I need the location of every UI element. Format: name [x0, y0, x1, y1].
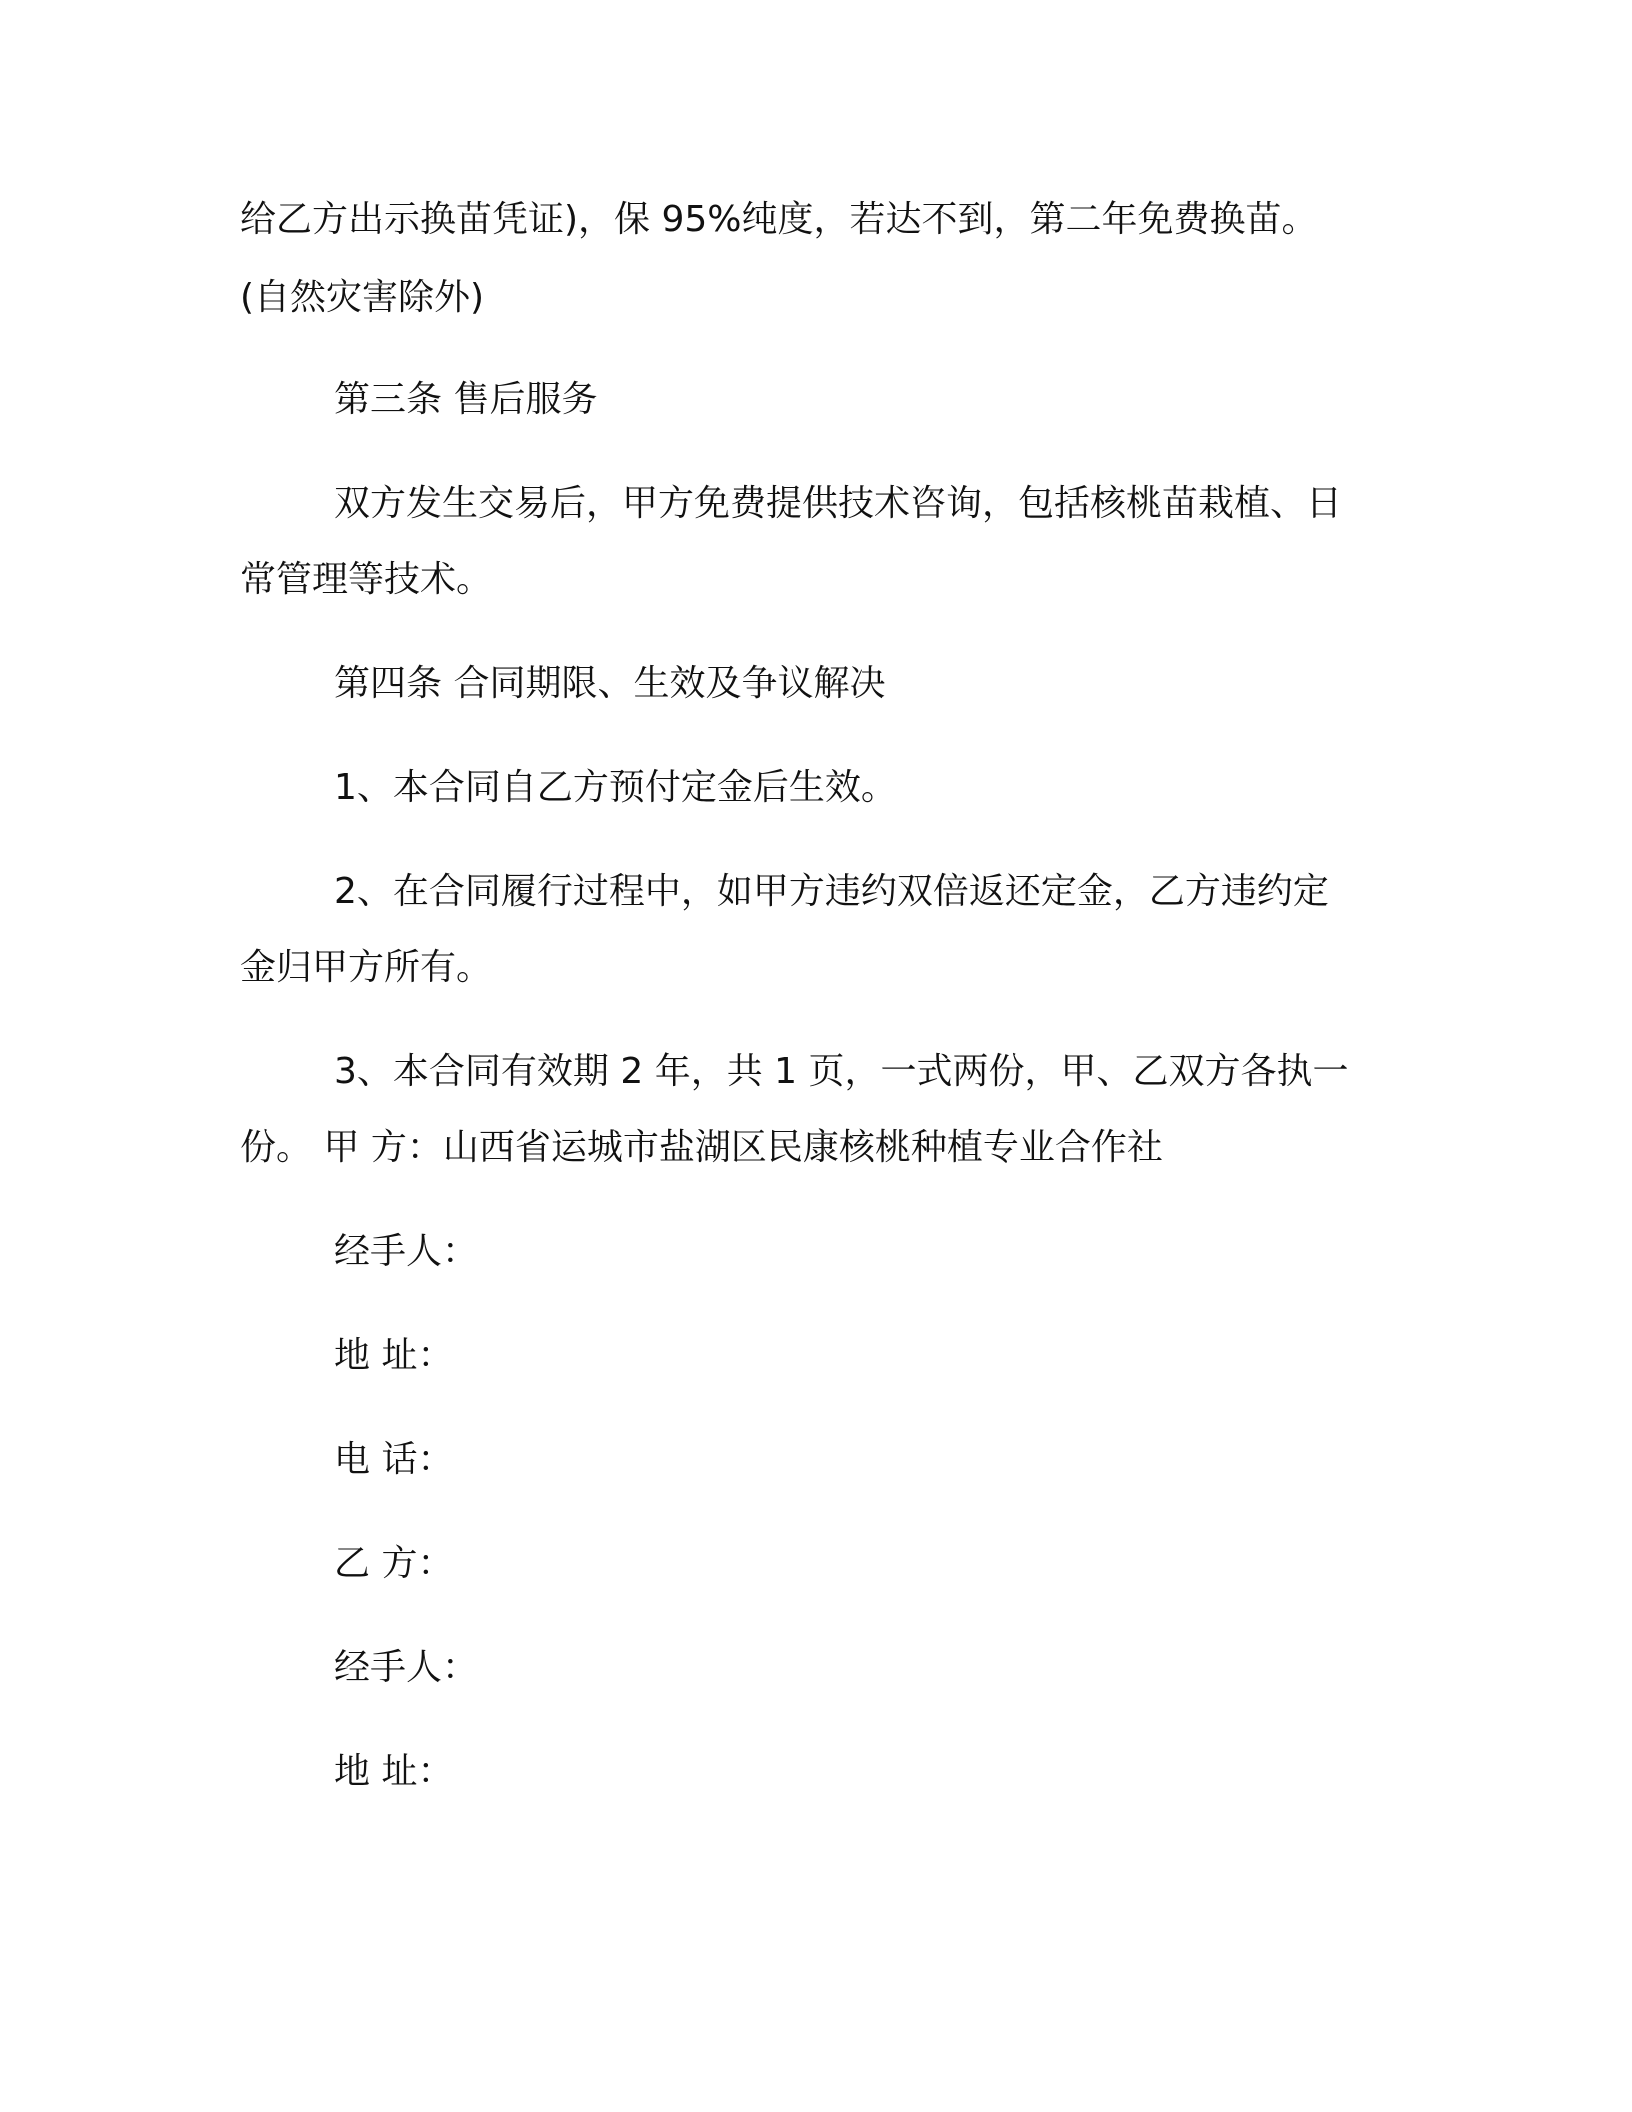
- after-sales-service-text-continuation: 常管理等技术。: [240, 559, 493, 600]
- article-four-item-three: 3、本合同有效期 2 年，共 1 页，一式两份，甲、乙双方各执一: [334, 1051, 1349, 1092]
- party-a-phone-label: 电 话：: [334, 1439, 454, 1480]
- article-four-item-two: 2、在合同履行过程中，如甲方违约双倍返还定金，乙方违约定: [334, 871, 1329, 912]
- party-b-address-label: 地 址：: [334, 1751, 454, 1792]
- article-three-heading: 第三条 售后服务: [334, 379, 598, 420]
- party-b-handler-label: 经手人：: [334, 1647, 479, 1688]
- party-a-address-label: 地 址：: [334, 1335, 454, 1376]
- article-four-item-one: 1、本合同自乙方预付定金后生效。: [334, 767, 897, 808]
- article-four-item-two-continuation: 金归甲方所有。: [240, 947, 493, 988]
- clause-two-continuation: 给乙方出示换苗凭证)，保 95%纯度，若达不到，第二年免费换苗。: [240, 199, 1318, 240]
- party-a-line: 份。 甲 方：山西省运城市盐湖区民康核桃种植专业合作社: [240, 1127, 1163, 1168]
- article-four-heading: 第四条 合同期限、生效及争议解决: [334, 663, 886, 704]
- after-sales-service-text: 双方发生交易后，甲方免费提供技术咨询，包括核桃苗栽植、日: [334, 483, 1343, 524]
- party-a-handler-label: 经手人：: [334, 1231, 479, 1272]
- party-b-label: 乙 方：: [334, 1543, 454, 1584]
- natural-disaster-exception: (自然灾害除外): [240, 277, 485, 318]
